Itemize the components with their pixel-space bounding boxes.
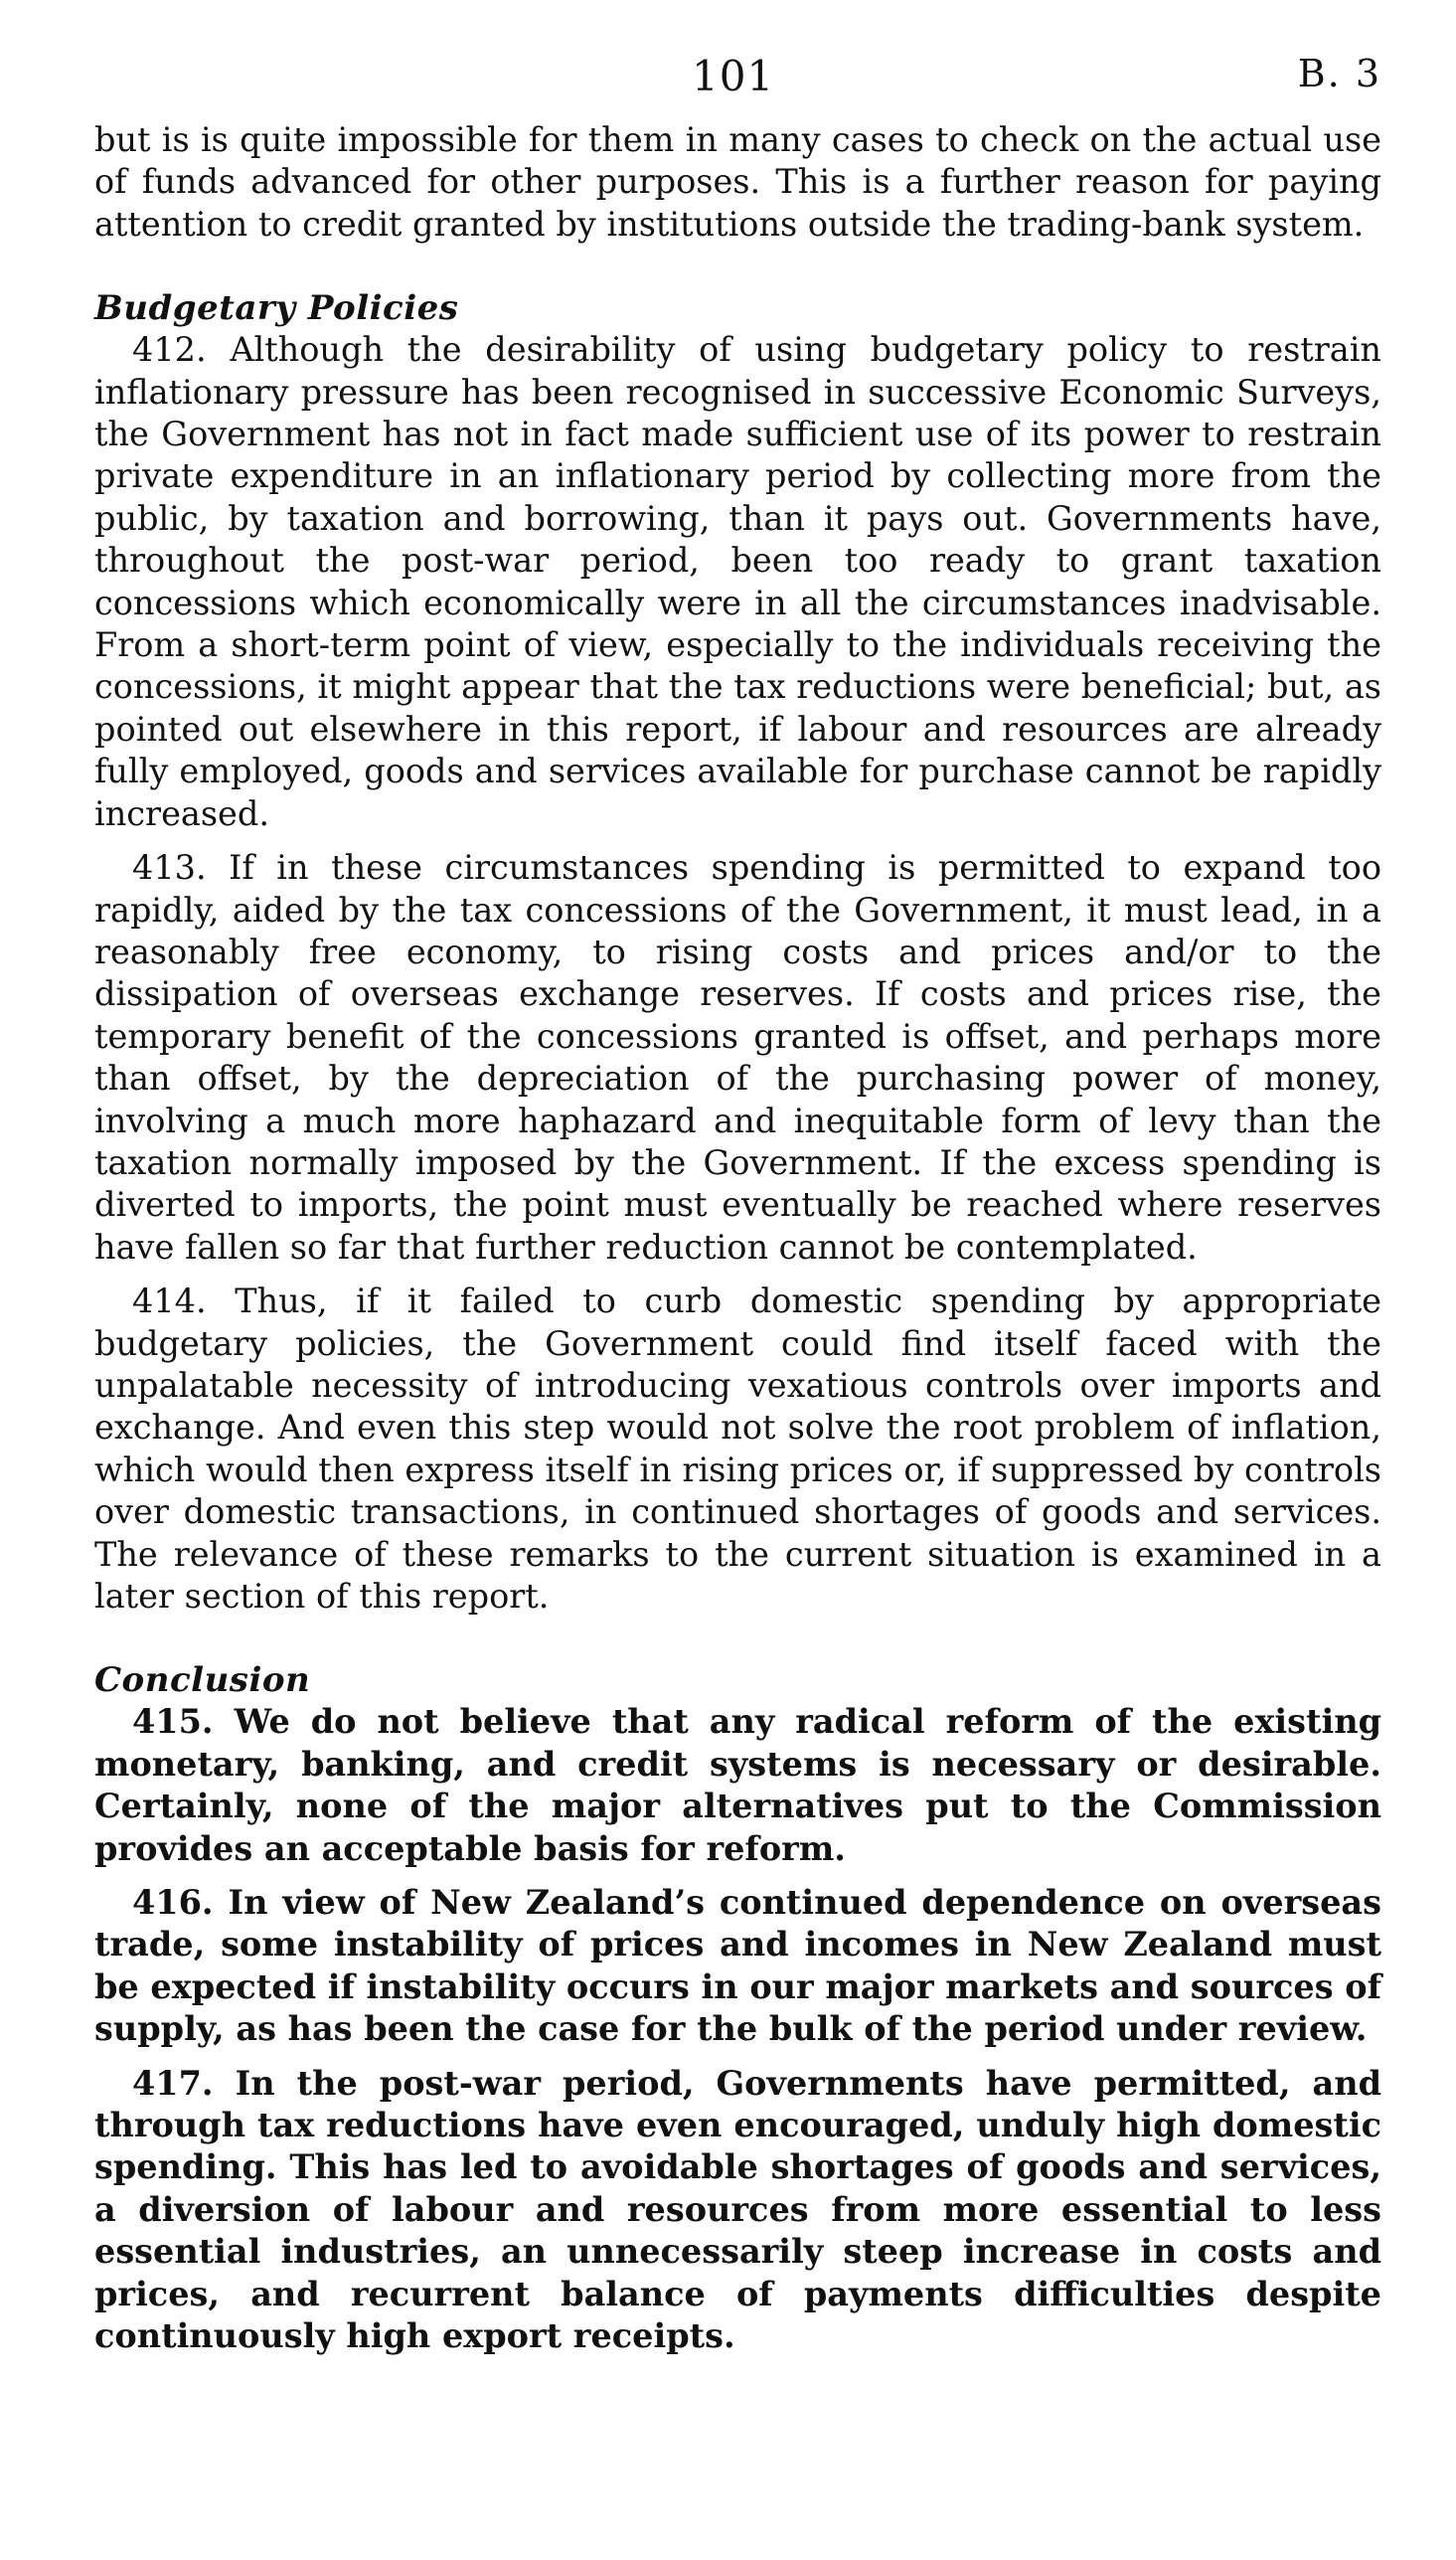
document-reference: B. 3 — [1297, 52, 1381, 95]
paragraph-number: 416. — [132, 1883, 214, 1923]
paragraph-416 — [94, 1882, 1381, 2051]
paragraph-text: If in these circumstances spending is permitted to expand too rapidly, aided by the tax concessions of the Government, it must lead, in a reasonably free economy, to rising costs and prices and/or to the dissipation of overseas exchange reserves. If costs and prices rise, the temporary benefit of the concessions granted is offset, and perhaps more than offset, by the depreciation of the purchasing power of money, involving a much more haphazard and inequitable form of levy than the taxation normally imposed by the Government. If the excess spending is diverted to imports, the point must eventually be reached where reserves have fallen so far that further reduction cannot be contemplated. — [94, 848, 1381, 1267]
document-page — [94, 40, 1381, 2358]
paragraph-414 — [94, 1280, 1381, 1618]
section-heading: Conclusion — [94, 1660, 311, 1701]
paragraph-text: Although the desirability of using budgetary policy to restrain inflationary pressure has been recognised in successive Economic Surveys, the Government has not in fact made sufficient use of its power to restrain private expenditure in an inflationary period by collecting more from the public, by taxation and borrowing, than it pays out. Governments have, throughout the post-war period, been too ready to grant taxation concessions which economically were in all the circumstances inadvisable. From a short-term point of view, especially to the individuals receiving the concessions, it might appear that the tax reductions were beneficial; but, as pointed out elsewhere in this report, if labour and resources are already fully employed, goods and services available for purchase cannot be rapidly increased. — [94, 330, 1382, 833]
paragraph-text: In the post-war period, Governments have permitted, and through tax reductions have even encouraged, unduly high domestic spending. This has led to avoidable shortages of goods and services, a diversion of labour and resources from more essential to less essential industries, an unnecessarily steep increase in costs and prices, and recurrent balance of payments difficulties despite continuously high export receipts. — [94, 2063, 1381, 2356]
paragraph-415 — [94, 1701, 1381, 1870]
paragraph-number: 415. — [132, 1702, 214, 1742]
page-header — [94, 40, 1381, 119]
intro-paragraph: but is is quite impossible for them in many cases to check on the actual use of funds advanced for other purposes. This is a further reason for paying attention to credit granted by institutions outside the trading-bank system. — [94, 120, 1381, 244]
paragraph-text: In view of New Zealand’s continued dependence on overseas trade, some instability of prices and incomes in New Zealand must be expected if instability occurs in our major markets and sources of supply, as has been the case for the bulk of the period under review. — [94, 1883, 1381, 2049]
paragraph-number: 413. — [132, 848, 207, 888]
paragraph-text: We do not believe that any radical reform of the existing monetary, banking, and credit systems is necessary or desirable. Certainly, none of the major alternatives put to the Commission provides an acceptable basis for reform. — [94, 1702, 1382, 1868]
paragraph-text: Thus, if it failed to curb domestic spending by appropriate budgetary policies, the Government could find itself faced with the unpalatable necessity of introducing vexatious controls over imports and exchange. And even this step would not solve the root problem of inflation, which would then express itself in rising prices or, if suppressed by controls over domestic transactions, in continued shortages of goods and services. The relevance of these remarks to the current situation is examined in a later section of this report. — [94, 1281, 1381, 1616]
section-heading: Budgetary Policies — [94, 288, 459, 329]
paragraph-417 — [94, 2063, 1381, 2358]
paragraph-number: 417. — [132, 2063, 214, 2103]
paragraph-number: 412. — [132, 330, 207, 370]
paragraph-412 — [94, 329, 1381, 835]
paragraph-413 — [94, 847, 1381, 1269]
section-budgetary-policies — [94, 287, 1381, 1618]
section-conclusion — [94, 1659, 1381, 2357]
page-number: 101 — [692, 52, 775, 100]
paragraph-number: 414. — [132, 1281, 207, 1321]
